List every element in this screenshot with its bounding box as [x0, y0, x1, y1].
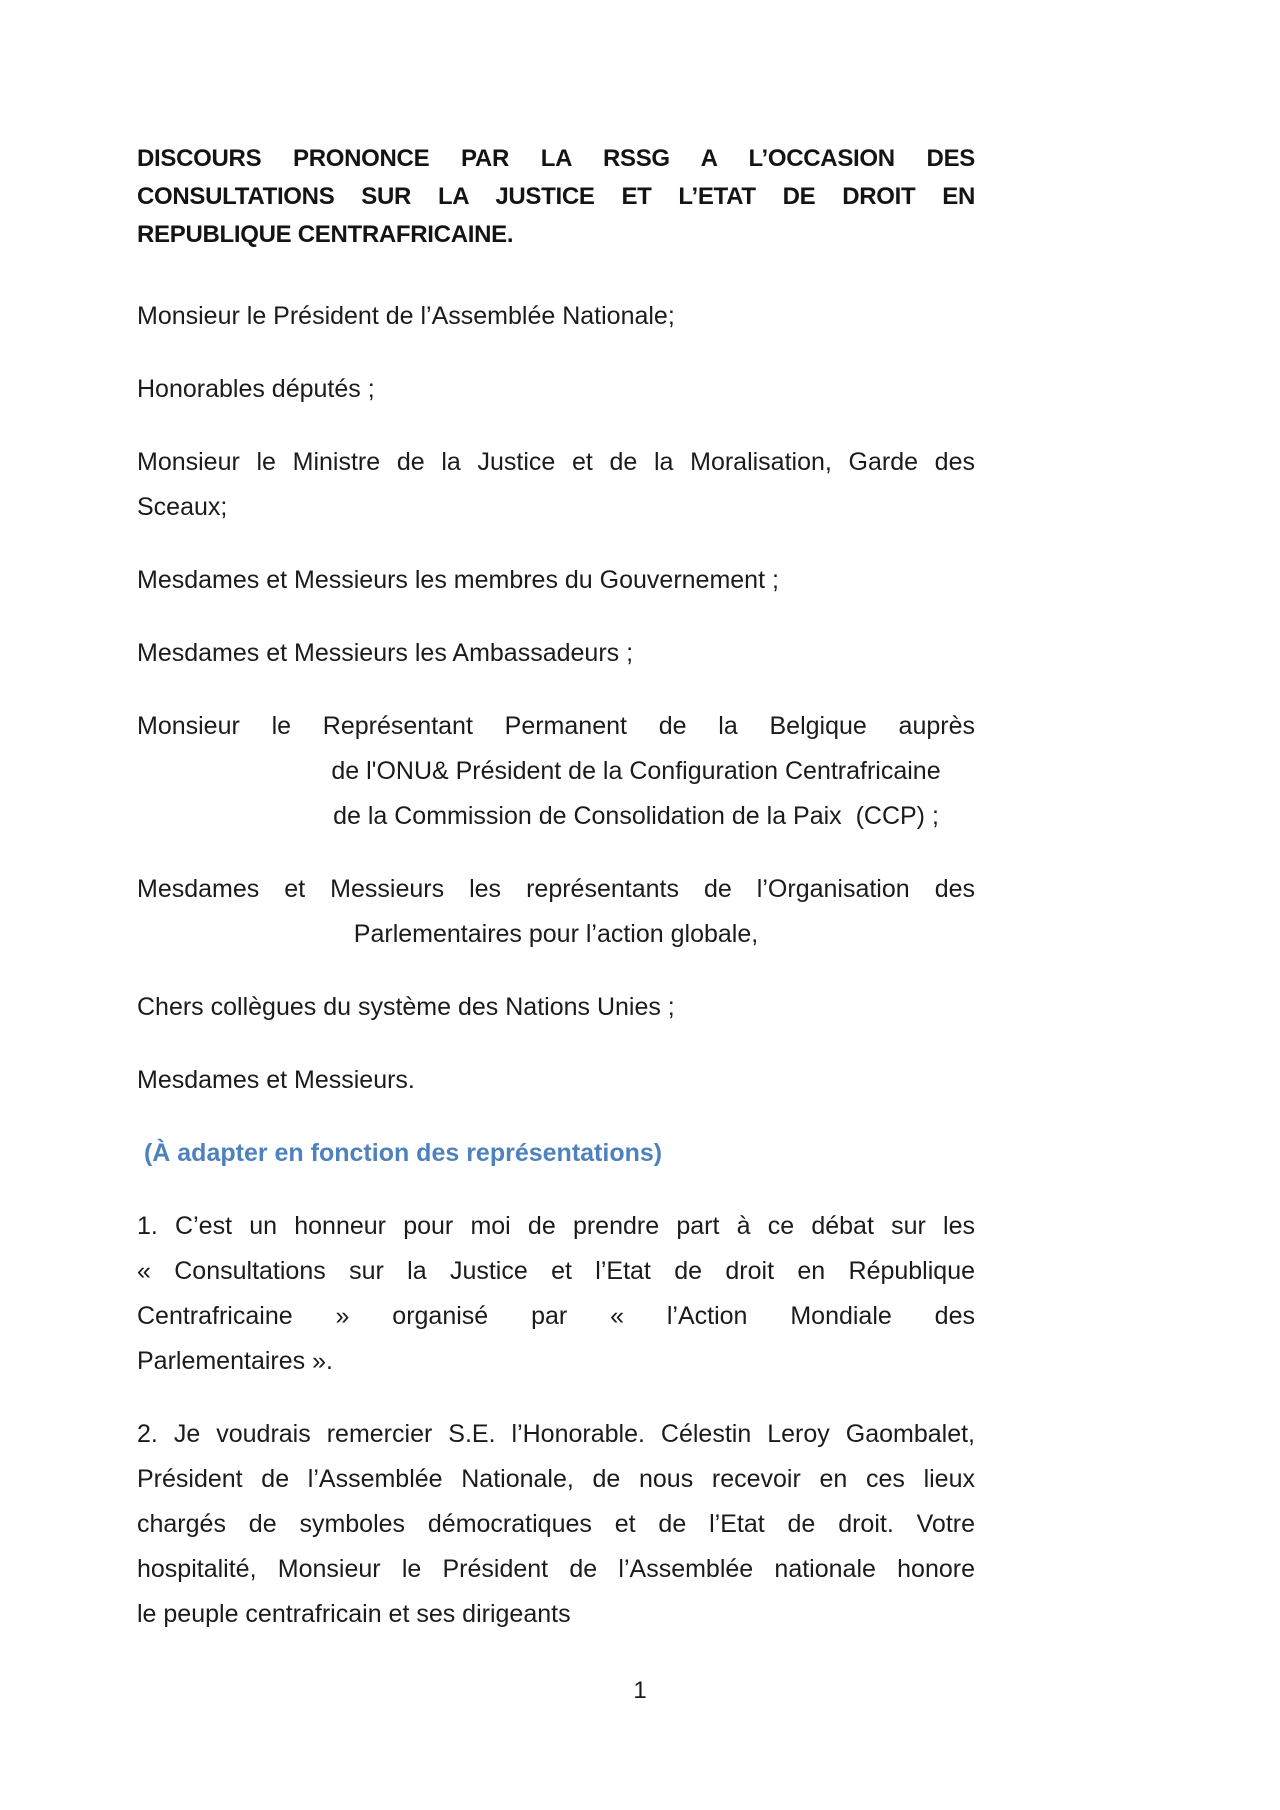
- paragraph-line: le peuple centrafricain et ses dirigeants: [137, 1600, 571, 1628]
- salutation-line: Mesdames et Messieurs les membres du Gouvernement ;: [137, 566, 779, 594]
- paragraph-line: « Consultations sur la Justice et l’Etat de droit en République: [137, 1257, 975, 1285]
- document-title: [137, 140, 975, 254]
- paragraph-line: chargés de symboles démocratiques et de l’Etat de droit. Votre: [137, 1510, 975, 1538]
- salutation-line: Monsieur le Président de l’Assemblée Nationale;: [137, 302, 675, 330]
- salutation-line: Parlementaires pour l’action globale,: [353, 920, 759, 948]
- salutation-line: de l'ONU& Président de la Configuration Centrafricaine: [331, 757, 941, 785]
- paragraph-1: [137, 1204, 975, 1384]
- salutation-ambassadeurs: [137, 631, 975, 676]
- paragraph-line: hospitalité, Monsieur le Président de l’Assemblée nationale honore: [137, 1555, 975, 1583]
- paragraph-2: [137, 1412, 975, 1637]
- salutation-gouvernement: [137, 558, 975, 603]
- salutation-line: Mesdames et Messieurs les représentants de l’Organisation des: [137, 875, 975, 903]
- paragraph-line: 1. C’est un honneur pour moi de prendre part à ce débat sur les: [137, 1212, 975, 1240]
- salutation-mesdames-messieurs: [137, 1058, 975, 1103]
- adaptation-note-text: (À adapter en fonction des représentations): [137, 1139, 663, 1167]
- salutation-organisation-parlementaires: [137, 867, 975, 957]
- salutation-representant-belgique: [137, 704, 975, 839]
- paragraph-line: Président de l’Assemblée Nationale, de nous recevoir en ces lieux: [137, 1465, 975, 1493]
- salutation-collegues-onu: [137, 985, 975, 1030]
- page-number: 1: [633, 1677, 647, 1704]
- salutation-line: Chers collègues du système des Nations Unies ;: [137, 993, 675, 1021]
- salutation-line: Mesdames et Messieurs.: [137, 1066, 415, 1094]
- paragraph-line: 2. Je voudrais remercier S.E. l’Honorable. Célestin Leroy Gaombalet,: [137, 1420, 975, 1448]
- title-line: REPUBLIQUE CENTRAFRICAINE.: [137, 221, 514, 248]
- salutation-line: Monsieur le Ministre de la Justice et de la Moralisation, Garde des: [137, 448, 975, 476]
- paragraph-line: Centrafricaine » organisé par « l’Action Mondiale des: [137, 1302, 975, 1330]
- salutation-line: de la Commission de Consolidation de la Paix (CCP) ;: [333, 802, 939, 830]
- salutation-ministre: [137, 440, 975, 530]
- salutation-president: [137, 294, 975, 339]
- title-line: DISCOURS PRONONCE PAR LA RSSG A L’OCCASION DES: [137, 145, 975, 172]
- salutation-line: Sceaux;: [137, 493, 228, 521]
- salutation-deputes: [137, 367, 975, 412]
- salutation-line: Mesdames et Messieurs les Ambassadeurs ;: [137, 639, 634, 667]
- adaptation-note: [137, 1131, 975, 1176]
- salutation-line: Monsieur le Représentant Permanent de la Belgique auprès: [137, 712, 975, 740]
- paragraph-line: Parlementaires ».: [137, 1347, 333, 1375]
- salutation-line: Honorables députés ;: [137, 375, 375, 403]
- title-line: CONSULTATIONS SUR LA JUSTICE ET L’ETAT DE DROIT EN: [137, 183, 975, 210]
